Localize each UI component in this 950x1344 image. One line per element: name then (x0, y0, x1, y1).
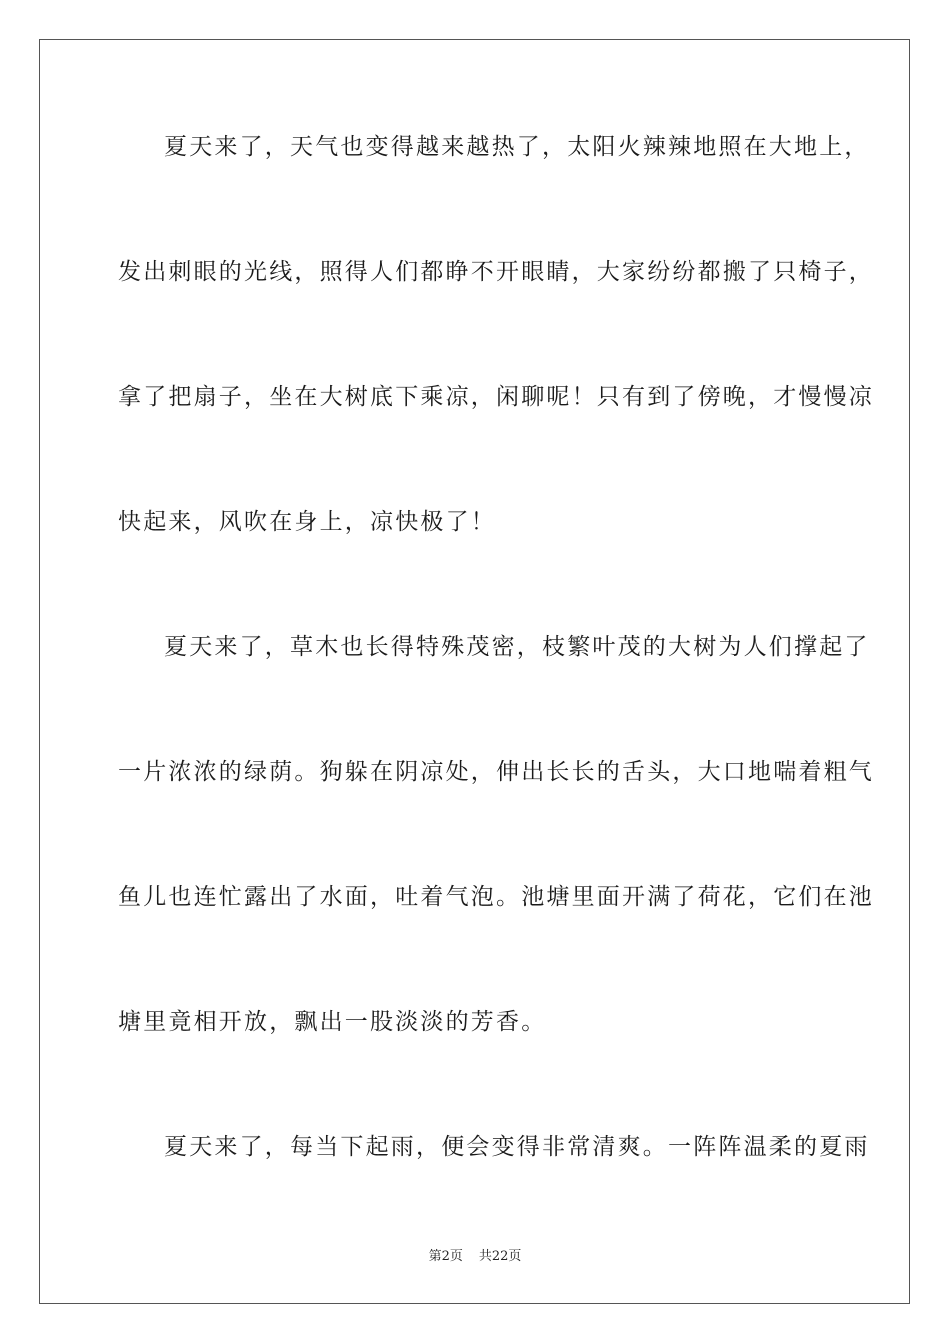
paragraph-2-line-4: 塘里竟相开放，飘出一股淡淡的芳香。 (118, 1009, 547, 1035)
paragraph-1-line-2: 发出刺眼的光线，照得人们都睁不开眼睛，大家纷纷都搬了只椅子， (118, 259, 874, 285)
paragraph-2-line-1: 夏天来了，草木也长得特殊茂密，枝繁叶茂的大树为人们撑起了 (164, 634, 870, 660)
paragraph-1-line-1: 夏天来了，天气也变得越来越热了，太阳火辣辣地照在大地上， (164, 134, 870, 160)
paragraph-1-line-3: 拿了把扇子，坐在大树底下乘凉，闲聊呢！只有到了傍晚，才慢慢凉 (118, 384, 874, 410)
page-number: 第2页 (428, 1249, 463, 1264)
page-footer (0, 1248, 950, 1266)
paragraph-1-line-4: 快起来，风吹在身上，凉快极了！ (118, 509, 496, 535)
page-total: 共22页 (478, 1249, 522, 1264)
paragraph-3-line-1: 夏天来了，每当下起雨，便会变得非常清爽。一阵阵温柔的夏雨 (164, 1134, 870, 1160)
paragraph-2-line-3: 鱼儿也连忙露出了水面，吐着气泡。池塘里面开满了荷花，它们在池 (118, 884, 874, 910)
paragraph-2-line-2: 一片浓浓的绿荫。狗躲在阴凉处，伸出长长的舌头，大口地喘着粗气 (118, 759, 874, 785)
page-border (39, 39, 910, 1304)
